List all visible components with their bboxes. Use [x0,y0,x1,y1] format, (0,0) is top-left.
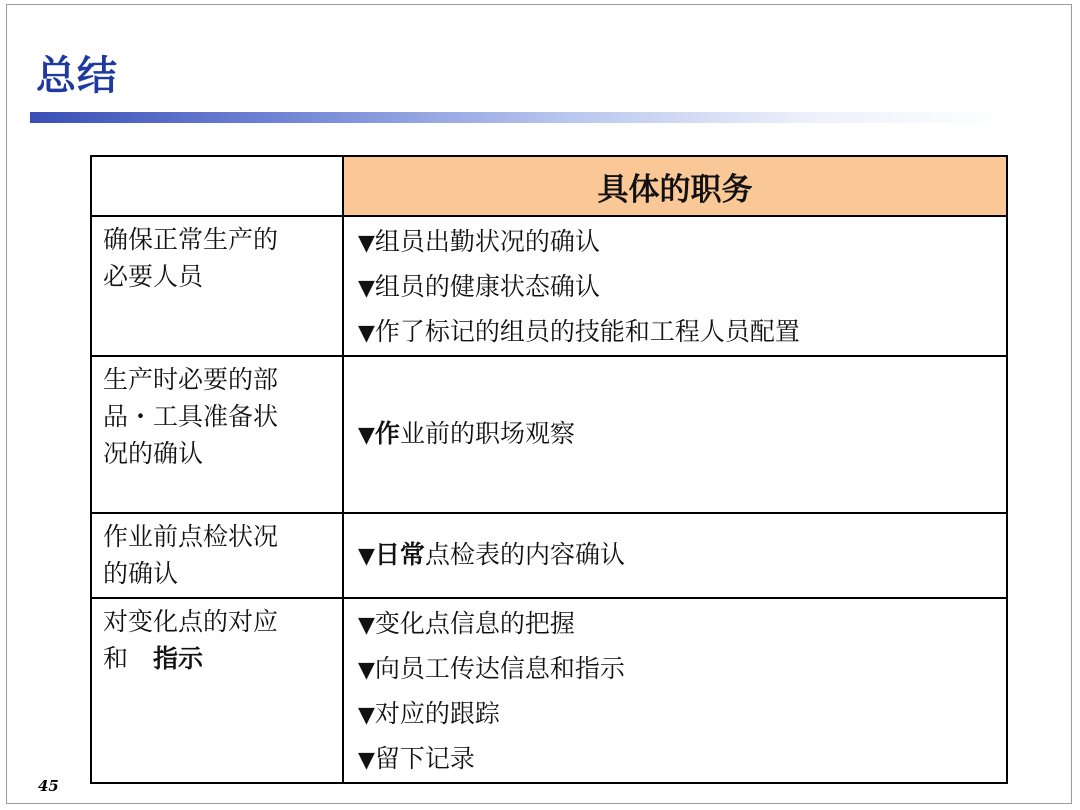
page-number: 45 [38,777,59,795]
row-duties-cell [343,513,1007,598]
duty-text: 组员出勤状况的确认 [374,227,600,256]
title-underline-bar [30,112,1010,123]
table-row [91,216,1007,356]
duty-list [344,599,1006,782]
triangle-down-icon: ▼ [358,613,375,638]
slide-title: 总结 [36,53,118,99]
duty-list [344,217,1006,355]
row-category-cell [91,598,343,783]
duty-item [358,737,1006,782]
duty-item [358,220,1006,265]
row-duties-cell [343,356,1007,513]
triangle-down-icon: ▼ [358,703,375,728]
triangle-down-icon: ▼ [358,231,375,256]
duty-text: 作了标记的组员的技能和工程人员配置 [374,317,800,346]
duty-item: ▼日常点检表的内容确认 [358,540,625,569]
triangle-down-icon: ▼ [358,544,375,569]
duty-text: 对应的跟踪 [374,699,500,728]
category-text: 生产时必要的部 品・工具准备状 况的确认 [103,365,279,468]
duty-item [358,602,1006,647]
row-duties-cell [343,216,1007,356]
duty-item [358,310,1006,355]
category-text: 作业前点检状况 的确认 [103,522,279,588]
row-category-cell [91,513,343,598]
triangle-down-icon: ▼ [358,658,375,683]
duty-text: 点检表的内容确认 [424,540,625,569]
table-header-row [91,156,1007,216]
triangle-down-icon: ▼ [358,748,375,773]
row-category-cell [91,356,343,513]
duty-list [344,412,1006,457]
duty-item [358,692,1006,737]
triangle-down-icon: ▼ [358,276,375,301]
category-text-bold: 指示 [153,644,204,673]
table-row [91,598,1007,783]
duty-text: 留下记录 [374,744,475,773]
category-text: 对变化点的对应 和 [103,607,279,673]
duty-text: 组员的健康状态确认 [374,272,600,301]
table-row [91,356,1007,513]
duty-text: 业前的职场观察 [399,419,575,448]
duty-text: 向员工传达信息和指示 [374,654,625,683]
row-duties-cell [343,598,1007,783]
triangle-down-icon: ▼ [358,321,375,346]
duty-item [358,265,1006,310]
header-empty-cell [91,156,343,216]
duty-item [358,647,1006,692]
duty-item: ▼作业前的职场观察 [358,419,575,448]
table-row [91,513,1007,598]
duty-list [344,533,1006,578]
category-text: 确保正常生产的 必要人员 [103,225,279,291]
duty-text: 变化点信息的把握 [374,609,575,638]
triangle-down-icon: ▼ [358,423,375,448]
duties-table [90,155,1008,784]
row-category-cell [91,216,343,356]
header-cell-duties: 具体的职务 [343,156,1007,216]
